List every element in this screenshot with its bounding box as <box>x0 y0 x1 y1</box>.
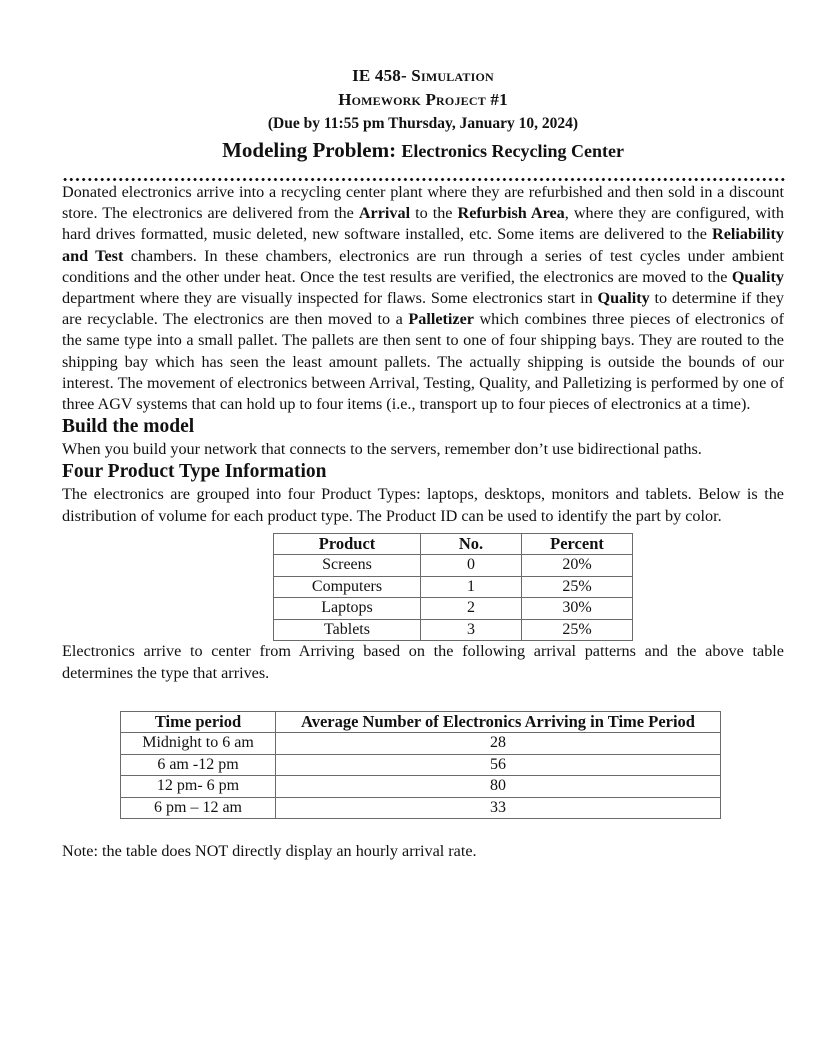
product-distribution-table <box>273 533 633 642</box>
table-row <box>274 598 633 620</box>
paragraph-text: which combines three pieces of electronics of the same type into a small pallet. The pallets are then sent to one of four shipping bays. They are routed to the shipping bay which has seen the least amount pallets. The actually shipping is outside the bounds of our interest. The movement of electronics between Arrival, Testing, Quality, and Palletizing is performed by one of three AGV systems that can hold up to four items (i.e., transport up to four pieces of electronics at a time). <box>62 310 784 414</box>
paragraph-text: Donated electronics arrive into a recycling center plant where they are refurbished and then sold in a discount store. The electronics are delivered from the <box>62 183 784 223</box>
time-period: 12 pm- 6 pm <box>121 776 276 798</box>
product-name: Computers <box>274 576 421 598</box>
average-arrivals: 56 <box>276 754 721 776</box>
product-percent: 25% <box>522 576 633 598</box>
problem-title: Electronics Recycling Center <box>401 141 624 161</box>
product-info-text: The electronics are grouped into four Product Types: laptops, desktops, monitors and tablets. Below is the distribution of volume for each product type. The Product ID can be used to identify the part by color. <box>62 485 784 525</box>
paragraph-text: , where they are configured, with hard drives formatted, music deleted, new software installed, etc. Some items are delivered to the <box>62 204 784 244</box>
product-number: 2 <box>421 598 522 620</box>
problem-heading <box>62 138 784 163</box>
intro-paragraph <box>62 182 784 415</box>
average-arrivals: 80 <box>276 776 721 798</box>
bold-term: Quality <box>597 289 650 308</box>
document-header <box>62 64 784 163</box>
table-row <box>274 576 633 598</box>
product-name: Laptops <box>274 598 421 620</box>
bold-term: Arrival <box>358 204 411 223</box>
product-name: Tablets <box>274 619 421 641</box>
table-header-row <box>121 711 721 733</box>
paragraph-text: chambers. In these chambers, electronics are run through a series of test cycles under ambient conditions and the other under heat. Once the test results are verified, the electronics are moved to the <box>62 246 784 286</box>
product-info-heading: Four Product Type Information <box>62 461 327 483</box>
paragraph-text: to the <box>410 204 458 223</box>
table-row <box>121 797 721 819</box>
bold-term: Reliability and Test <box>62 225 784 265</box>
average-arrivals: 28 <box>276 733 721 755</box>
table-row <box>121 733 721 755</box>
time-period: 6 am -12 pm <box>121 754 276 776</box>
average-arrivals: 33 <box>276 797 721 819</box>
product-number: 0 <box>421 555 522 577</box>
project-title: Homework Project #1 <box>338 90 508 109</box>
product-number: 1 <box>421 576 522 598</box>
product-percent: 20% <box>522 555 633 577</box>
due-date: (Due by 11:55 pm Thursday, January 10, 2024) <box>267 115 579 132</box>
column-header-average-arrivals: Average Number of Electronics Arriving in Time Period <box>276 711 721 733</box>
column-header-time-period: Time period <box>121 711 276 733</box>
paragraph-text: department where they are visually inspected for flaws. Some electronics start in <box>62 289 598 308</box>
time-period: 6 pm – 12 am <box>121 797 276 819</box>
column-header-number: No. <box>421 533 522 555</box>
build-model-text: When you build your network that connects to the servers, remember don’t use bidirectional paths. <box>62 440 702 459</box>
document-page <box>62 64 784 878</box>
bold-term: Quality <box>731 267 784 286</box>
column-header-percent: Percent <box>522 533 633 555</box>
column-header-product: Product <box>274 533 421 555</box>
arrival-pattern-table <box>120 711 721 820</box>
arrival-pattern-text: Electronics arrive to center from Arriving based on the following arrival patterns and the above table determines the type that arrives. <box>62 642 784 682</box>
build-model-heading: Build the model <box>62 416 195 438</box>
time-period: Midnight to 6 am <box>121 733 276 755</box>
table-row <box>274 555 633 577</box>
table-row <box>121 776 721 798</box>
course-title: IE 458- Simulation <box>352 66 494 85</box>
table-row <box>121 754 721 776</box>
problem-label: Modeling Problem: <box>222 138 397 162</box>
paragraph-text: to determine if they are recyclable. The electronics are then moved to a <box>62 289 784 329</box>
arrival-rate-note: Note: the table does NOT directly display an hourly arrival rate. <box>62 842 477 861</box>
bold-term: Palletizer <box>408 310 474 329</box>
bold-term: Refurbish Area <box>457 204 565 223</box>
product-number: 3 <box>421 619 522 641</box>
table-row <box>274 619 633 641</box>
product-percent: 25% <box>522 619 633 641</box>
product-name: Screens <box>274 555 421 577</box>
table-header-row <box>274 533 633 555</box>
product-percent: 30% <box>522 598 633 620</box>
